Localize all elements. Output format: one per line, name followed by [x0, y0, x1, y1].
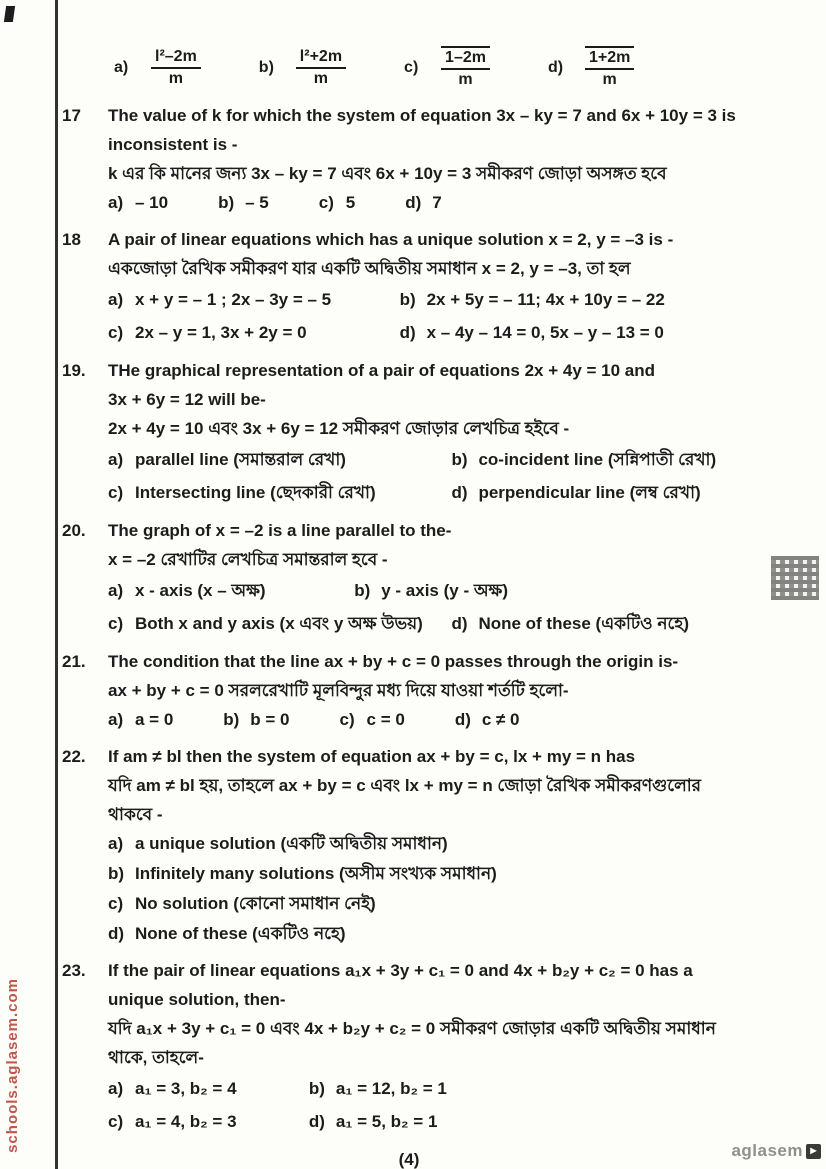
question-line-bengali: x = –2 রেখাটির লেখচিত্র সমান্তরাল হবে -	[108, 550, 388, 569]
question-line: If the pair of linear equations a₁x + 3y + c₁ = 0 and 4x + b₂y + c₂ = 0 has a	[108, 961, 693, 980]
question-body	[108, 516, 756, 640]
question-number: 20.	[62, 521, 86, 540]
options-grid	[108, 283, 756, 349]
option-label: b)	[258, 58, 274, 76]
option-text: x – 4y – 14 = 0, 5x – y – 13 = 0	[426, 323, 664, 342]
option-label: a)	[108, 450, 124, 469]
option-label: c)	[108, 483, 124, 502]
option-label: c)	[108, 323, 124, 342]
option-label: b)	[108, 864, 125, 883]
option-text: a unique solution (একটি অদ্বিতীয় সমাধান)	[135, 834, 448, 853]
option-text: 5	[345, 193, 356, 212]
option-label: c)	[404, 58, 419, 76]
fraction-numerator: 1+2m	[585, 46, 634, 70]
brand-logo-icon: ▶	[806, 1144, 821, 1159]
option-text: a₁ = 12, b₂ = 1	[335, 1079, 447, 1098]
option-label: a)	[108, 581, 124, 600]
option-c	[108, 889, 756, 919]
option-text: a₁ = 3, b₂ = 4	[135, 1079, 237, 1098]
fraction-denominator: m	[313, 70, 329, 87]
option-a	[108, 283, 400, 316]
option-a	[108, 829, 756, 859]
question-line-bengali: যদি a₁x + 3y + c₁ = 0 এবং 4x + b₂y + c₂ = 0 সমীকরণ জোড়ার একটি অদ্বিতীয় সমাধান	[108, 1019, 716, 1038]
question-line-bengali: থাকবে -	[108, 805, 163, 824]
option-b	[451, 443, 756, 476]
option-label: a)	[108, 834, 124, 853]
question-number: 19.	[62, 361, 86, 380]
option-c	[340, 705, 405, 735]
question-number: 21.	[62, 652, 86, 671]
option-label: a)	[108, 290, 124, 309]
watermark-text: schools.aglasem.com	[4, 978, 21, 1153]
question-16-options-row	[62, 46, 756, 89]
option-label: b)	[399, 290, 416, 309]
option-text: a₁ = 5, b₂ = 1	[335, 1112, 438, 1131]
option-text: No solution (কোনো সমাধান নেই)	[135, 894, 376, 913]
question-body	[108, 956, 756, 1138]
option-text: b = 0	[250, 710, 290, 729]
option-label: c)	[108, 1112, 124, 1131]
question-line: A pair of linear equations which has a unique solution x = 2, y = –3 is -	[108, 230, 674, 249]
question-number: 17	[62, 106, 81, 125]
fraction-denominator: m	[168, 70, 184, 87]
question-line-bengali: একজোড়া রৈখিক সমীকরণ যার একটি অদ্বিতীয় সমাধান x = 2, y = –3, তা হল	[108, 259, 631, 278]
option-label: b)	[308, 1079, 325, 1098]
option-label: b)	[223, 710, 240, 729]
question-body	[108, 742, 756, 949]
option-text: 2x + 5y = – 11; 4x + 10y = – 22	[426, 290, 665, 309]
question-line-bengali: যদি am ≠ bl হয়, তাহলে ax + by = c এবং lx + my = n জোড়া রৈখিক সমীকরণগুলোর	[108, 776, 702, 795]
page-number: (4)	[398, 1150, 420, 1169]
question-19	[62, 356, 756, 509]
brand-name: aglasem	[731, 1141, 803, 1160]
fraction	[441, 46, 490, 89]
option-d	[108, 919, 756, 949]
question-23	[62, 956, 756, 1138]
option-text: Infinitely many solutions (অসীম সংখ্যক সমাধান)	[135, 864, 497, 883]
option-d	[405, 188, 441, 218]
fraction	[585, 46, 634, 89]
option-text: Both x and y axis (x এবং y অক্ষ উভয়)	[135, 614, 423, 633]
question-21	[62, 647, 756, 735]
option-text: a = 0	[135, 710, 174, 729]
question-line: unique solution, then-	[108, 990, 286, 1009]
question-line: inconsistent is -	[108, 135, 238, 154]
question-18	[62, 225, 756, 349]
option-label: d)	[451, 483, 468, 502]
option-text: – 5	[245, 193, 269, 212]
option-label: a)	[108, 193, 124, 212]
option-label: d)	[308, 1112, 325, 1131]
question-line: 3x + 6y = 12 will be-	[108, 390, 266, 409]
option-b	[108, 859, 756, 889]
option-c	[108, 476, 451, 509]
option-c	[108, 1105, 309, 1138]
question-body	[108, 356, 756, 509]
option-b	[400, 283, 756, 316]
question-line-bengali: ax + by + c = 0 সরলরেখাটি মূলবিন্দুর মধ্য দিয়ে যাওয়া শর্তটি হলো-	[108, 681, 569, 700]
option-a	[108, 1072, 309, 1105]
question-line: The graph of x = –2 is a line parallel to the-	[108, 521, 452, 540]
option-b	[354, 574, 756, 607]
option-label: d)	[108, 924, 125, 943]
option-label: d)	[454, 710, 471, 729]
options-grid	[108, 574, 756, 607]
question-line: The value of k for which the system of equation 3x – ky = 7 and 6x + 10y = 3 is	[108, 106, 736, 125]
option-a	[108, 574, 354, 607]
question-line-bengali: থাকে, তাহলে-	[108, 1048, 204, 1067]
qr-code	[771, 556, 819, 600]
option-text: x - axis (x – অক্ষ)	[135, 581, 266, 600]
fraction	[296, 47, 346, 88]
question-number: 23.	[62, 961, 86, 980]
option-label: d)	[547, 58, 564, 76]
options-row	[108, 705, 756, 735]
option-label: c)	[339, 710, 355, 729]
option-label: a)	[108, 710, 124, 729]
option-text: parallel line (সমান্তরাল রেখা)	[135, 450, 346, 469]
options-grid	[108, 443, 756, 509]
question-line-bengali: k এর কি মানের জন্য 3x – ky = 7 এবং 6x + 10y = 3 সমীকরণ জোড়া অসঙ্গত হবে	[108, 164, 667, 183]
option-d	[400, 316, 756, 349]
option-text: c = 0	[366, 710, 405, 729]
option-a	[114, 46, 201, 89]
question-17	[62, 101, 756, 218]
question-number: 22.	[62, 747, 86, 766]
option-text: x + y = – 1 ; 2x – 3y = – 5	[135, 290, 332, 309]
option-label: b)	[218, 193, 235, 212]
question-line: The condition that the line ax + by + c = 0 passes through the origin is-	[108, 652, 679, 671]
option-b	[218, 188, 269, 218]
option-text: c ≠ 0	[481, 710, 520, 729]
option-text: 7	[432, 193, 442, 212]
options-row	[108, 188, 756, 218]
option-text: a₁ = 4, b₂ = 3	[135, 1112, 237, 1131]
option-d	[309, 1105, 756, 1138]
option-text: perpendicular line (লম্ব রেখা)	[478, 483, 701, 502]
options-grid	[108, 607, 756, 640]
option-label: c)	[108, 894, 124, 913]
option-label: d)	[399, 323, 416, 342]
option-text: – 10	[135, 193, 169, 212]
option-text: y - axis (y - অক্ষ)	[381, 581, 508, 600]
option-a	[108, 705, 173, 735]
option-label: d)	[451, 614, 468, 633]
option-text: Intersecting line (ছেদকারী রেখা)	[135, 483, 376, 502]
option-label: b)	[451, 450, 468, 469]
option-text: 2x – y = 1, 3x + 2y = 0	[135, 323, 307, 342]
option-c	[319, 188, 355, 218]
options-grid	[108, 1072, 756, 1138]
option-c	[108, 607, 451, 640]
fraction-numerator: 1–2m	[441, 46, 490, 70]
option-d	[548, 46, 634, 89]
fraction	[151, 47, 201, 88]
fraction-numerator: l²–2m	[151, 47, 201, 69]
option-c	[404, 46, 490, 89]
option-d	[451, 607, 756, 640]
option-c	[108, 316, 400, 349]
scan-corner-blemish	[4, 6, 15, 22]
question-20	[62, 516, 756, 640]
option-text: None of these (একটিও নহে)	[135, 924, 346, 943]
fraction-numerator: l²+2m	[296, 47, 346, 69]
page-content	[62, 46, 756, 1169]
options-stack	[108, 829, 756, 949]
option-label: d)	[405, 193, 422, 212]
option-b	[259, 46, 346, 89]
question-22	[62, 742, 756, 949]
option-a	[108, 188, 168, 218]
option-label: a)	[108, 1079, 124, 1098]
option-d	[451, 476, 756, 509]
fraction-denominator: m	[458, 71, 473, 88]
option-label: a)	[114, 58, 129, 76]
scan-edge-line	[55, 0, 58, 1169]
question-line: If am ≠ bl then the system of equation ax + by = c, lx + my = n has	[108, 747, 636, 766]
option-text: co-incident line (সন্নিপাতী রেখা)	[478, 450, 717, 469]
fraction-denominator: m	[602, 71, 617, 88]
question-body	[108, 225, 756, 349]
option-label: c)	[318, 193, 334, 212]
option-label: b)	[354, 581, 371, 600]
option-label: c)	[108, 614, 124, 633]
option-text: None of these (একটিও নহে)	[478, 614, 689, 633]
option-d	[455, 705, 520, 735]
question-body	[108, 101, 756, 218]
option-a	[108, 443, 451, 476]
option-b	[309, 1072, 756, 1105]
question-line-bengali: 2x + 4y = 10 এবং 3x + 6y = 12 সমীকরণ জোড়ার লেখচিত্র হইবে -	[108, 419, 570, 438]
question-number: 18	[62, 230, 81, 249]
question-line: THe graphical representation of a pair of equations 2x + 4y = 10 and	[108, 361, 655, 380]
option-b	[223, 705, 289, 735]
question-body	[108, 647, 756, 735]
